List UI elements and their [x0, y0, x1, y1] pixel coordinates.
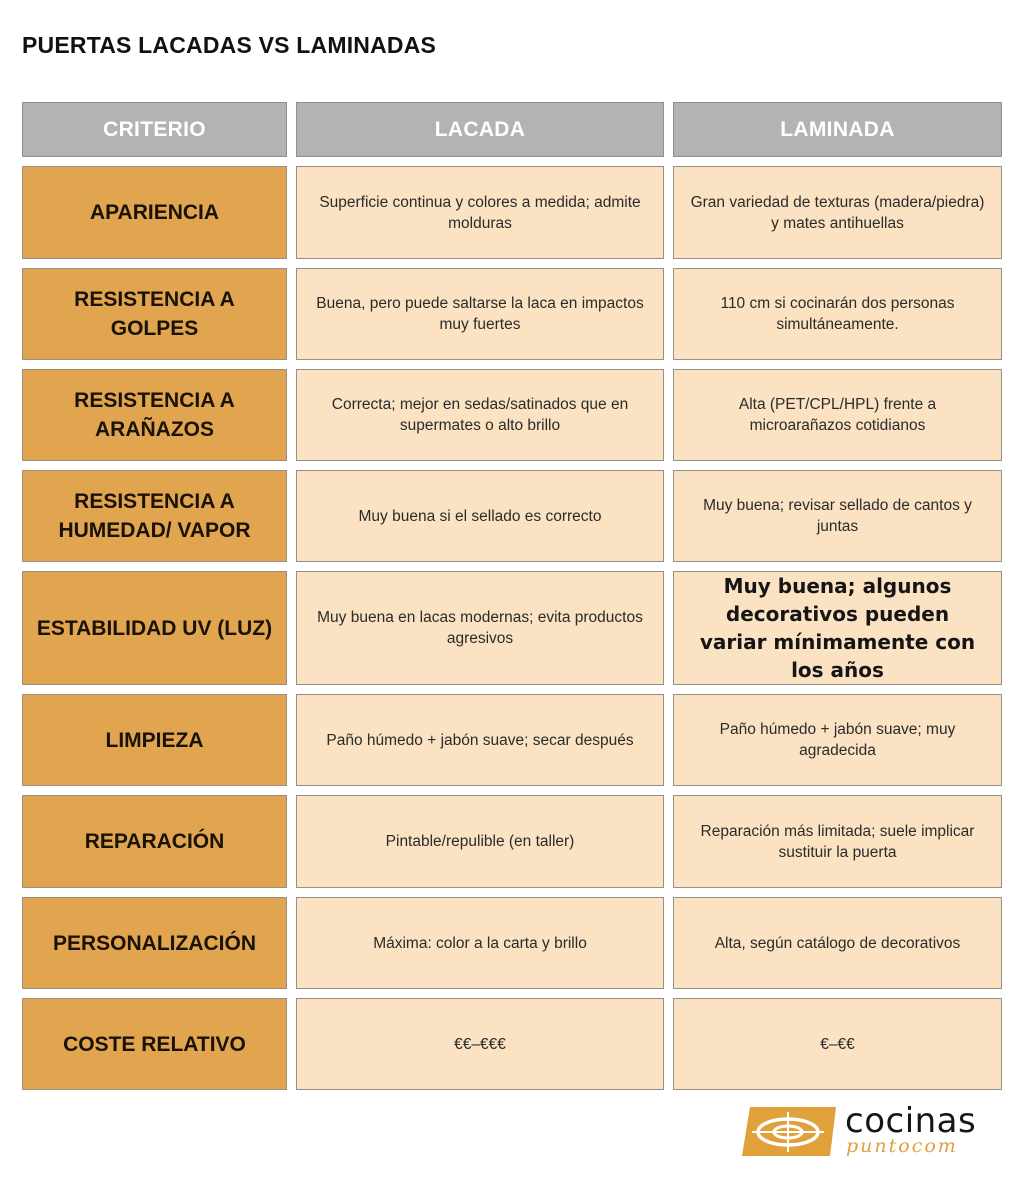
laminada-cell: Alta, según catálogo de decorativos — [673, 897, 1002, 989]
lacada-cell: Buena, pero puede saltarse la laca en impactos muy fuertes — [296, 268, 664, 360]
criterio-cell: COSTE RELATIVO — [22, 998, 287, 1090]
laminada-cell: Alta (PET/CPL/HPL) frente a microarañazos cotidianos — [673, 369, 1002, 461]
laminada-cell: Paño húmedo + jabón suave; muy agradecida — [673, 694, 1002, 786]
criterio-cell: LIMPIEZA — [22, 694, 287, 786]
laminada-cell: Muy buena; revisar sellado de cantos y juntas — [673, 470, 1002, 562]
laminada-cell: Gran variedad de texturas (madera/piedra) y mates antihuellas — [673, 166, 1002, 259]
laminada-cell: €–€€ — [673, 998, 1002, 1090]
criterio-cell: APARIENCIA — [22, 166, 287, 259]
brand-logo-word: cocinas — [845, 1101, 977, 1141]
laminada-cell: Reparación más limitada; suele implicar sustituir la puerta — [673, 795, 1002, 888]
page-title: PUERTAS LACADAS VS LAMINADAS — [22, 32, 437, 58]
brand-logo-sub: puntocom — [846, 1135, 958, 1157]
criterio-cell: RESISTENCIA A GOLPES — [22, 268, 287, 360]
header-criterio: CRITERIO — [22, 102, 287, 157]
header-lacada: LACADA — [296, 102, 664, 157]
criterio-cell: RESISTENCIA A HUMEDAD/ VAPOR — [22, 470, 287, 562]
lacada-cell: Paño húmedo + jabón suave; secar después — [296, 694, 664, 786]
criterio-cell: REPARACIÓN — [22, 795, 287, 888]
criterio-cell: RESISTENCIA A ARAÑAZOS — [22, 369, 287, 461]
header-laminada: LAMINADA — [673, 102, 1002, 157]
lacada-cell: Pintable/repulible (en taller) — [296, 795, 664, 888]
lacada-cell: Muy buena en lacas modernas; evita productos agresivos — [296, 571, 664, 685]
lacada-cell: Superficie continua y colores a medida; admite molduras — [296, 166, 664, 259]
criterio-cell: ESTABILIDAD UV (LUZ) — [22, 571, 287, 685]
lacada-cell: Correcta; mejor en sedas/satinados que en supermates o alto brillo — [296, 369, 664, 461]
lacada-cell: Máxima: color a la carta y brillo — [296, 897, 664, 989]
laminada-cell: Muy buena; algunos decorativos pueden variar mínimamente con los años — [673, 571, 1002, 685]
criterio-cell: PERSONALIZACIÓN — [22, 897, 287, 989]
lacada-cell: Muy buena si el sellado es correcto — [296, 470, 664, 562]
lacada-cell: €€–€€€ — [296, 998, 664, 1090]
laminada-cell: 110 cm si cocinarán dos personas simultáneamente. — [673, 268, 1002, 360]
